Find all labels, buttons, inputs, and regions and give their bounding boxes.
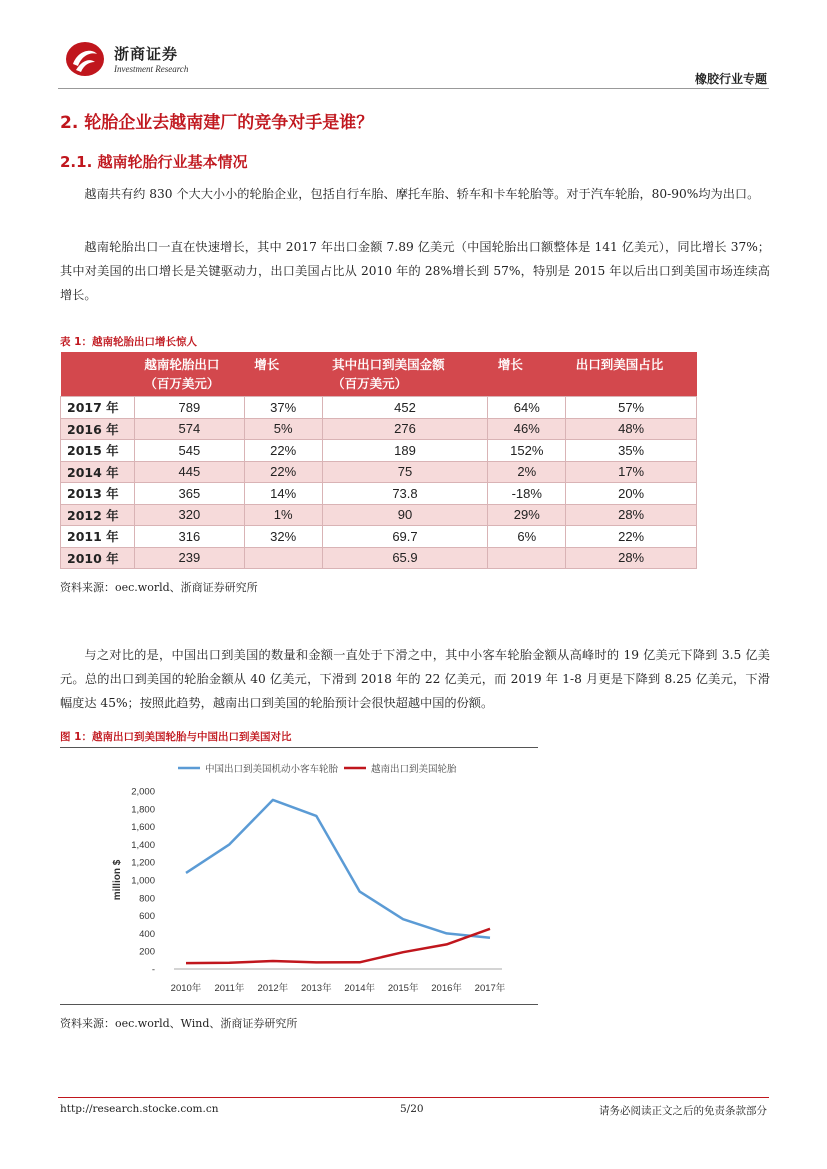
report-tag: 橡胶行业专题 <box>694 72 767 86</box>
table-cell: 574 <box>134 418 244 440</box>
table-cell: 6% <box>488 526 566 548</box>
table-cell: 365 <box>134 483 244 505</box>
table-row <box>61 547 697 569</box>
subsection-title: 2.1. 越南轮胎行业基本情况 <box>60 153 248 171</box>
y-tick-label: 1,800 <box>131 804 155 816</box>
legend-label: 中国出口到美国机动小客车轮胎 <box>205 764 339 775</box>
table-header-row <box>61 352 697 397</box>
page-number: 5/20 <box>400 1103 424 1115</box>
table-cell: 5% <box>244 418 322 440</box>
paragraph: 与之对比的是，中国出口到美国的数量和金额一直处于下滑之中，其中小客车轮胎金额从高峰时的 19 亿美元下降到 3.5 亿美元。总的出口到美国的轮胎金额从 40 亿美元，下滑到 2018 年的 22 亿美元，而 2019 年 1-8 月更是下降到 8.25 亿美元，下滑幅度达 45%；按照此趋势，越南出口到美国的轮胎预计会很快超越中国的份额。 <box>60 648 770 710</box>
legend-label: 越南出口到美国轮胎 <box>371 764 457 775</box>
table-cell: 22% <box>244 461 322 483</box>
table-cell: 28% <box>566 504 697 526</box>
table-cell: 32% <box>244 526 322 548</box>
y-tick-label: 1,400 <box>131 839 155 851</box>
header-cell: 其中出口到美国金额 （百万美元） <box>322 352 488 397</box>
figure-source: 资料来源：oec.world、Wind、浙商证券研究所 <box>60 1017 298 1030</box>
table-cell: 17% <box>566 461 697 483</box>
table-cell <box>244 547 322 569</box>
table-cell: 65.9 <box>322 547 488 569</box>
series-line <box>186 800 490 938</box>
table-row <box>61 483 697 505</box>
table-row <box>61 461 697 483</box>
table-cell: 64% <box>488 397 566 419</box>
figure-caption: 图 1：越南出口到美国轮胎与中国出口到美国对比 <box>60 731 292 743</box>
y-tick-label: 800 <box>139 893 155 905</box>
header-cell: 越南轮胎出口 （百万美元） <box>134 352 244 397</box>
y-tick-label: 200 <box>139 946 155 958</box>
x-tick-label: 2012年 <box>257 983 289 994</box>
table-cell <box>488 547 566 569</box>
table-cell: 22% <box>244 440 322 462</box>
header-cell <box>61 352 135 397</box>
table-cell: 20% <box>566 483 697 505</box>
y-tick-label: 600 <box>139 911 155 923</box>
table-cell: 73.8 <box>322 483 488 505</box>
table-cell: 46% <box>488 418 566 440</box>
table-row <box>61 504 697 526</box>
table-cell: 22% <box>566 526 697 548</box>
y-tick-label: 2,000 <box>131 786 155 798</box>
header-cell: 出口到美国占比 <box>566 352 697 397</box>
x-tick-label: 2011年 <box>214 983 245 994</box>
y-tick-label: 1,000 <box>131 875 155 887</box>
footer-divider <box>58 1097 769 1098</box>
table-cell: 1% <box>244 504 322 526</box>
table-cell: 2% <box>488 461 566 483</box>
y-tick-label: - <box>151 964 155 976</box>
y-tick-label: 1,600 <box>131 822 155 834</box>
table-cell: 545 <box>134 440 244 462</box>
table-cell: 29% <box>488 504 566 526</box>
paragraph: 越南共有约 830 个大大小小的轮胎企业，包括自行车胎、摩托车胎、轿车和卡车轮胎等。对于汽车轮胎，80-90%均为出口。 <box>84 187 760 201</box>
x-tick-label: 2010年 <box>170 983 202 994</box>
table-source: 资料来源：oec.world、浙商证券研究所 <box>60 581 258 594</box>
x-tick-label: 2013年 <box>300 983 332 994</box>
row-year: 2010 年 <box>61 547 135 569</box>
table-cell: 75 <box>322 461 488 483</box>
table-cell: 69.7 <box>322 526 488 548</box>
table-cell: 90 <box>322 504 488 526</box>
header-divider <box>58 88 769 89</box>
table-cell: 14% <box>244 483 322 505</box>
table-row <box>61 397 697 419</box>
row-year: 2016 年 <box>61 418 135 440</box>
x-tick-label: 2015年 <box>387 983 419 994</box>
table-cell: 28% <box>566 547 697 569</box>
figure-bottom-rule <box>60 1004 538 1005</box>
brand-subtitle: Investment Research <box>114 64 189 74</box>
table-cell: 37% <box>244 397 322 419</box>
company-logo <box>64 40 106 78</box>
row-year: 2017 年 <box>61 397 135 419</box>
y-tick-label: 1,200 <box>131 857 155 869</box>
table-cell: 452 <box>322 397 488 419</box>
x-tick-label: 2017年 <box>474 983 506 994</box>
y-axis-label: million $ <box>112 859 123 901</box>
table-cell: -18% <box>488 483 566 505</box>
table-cell: 239 <box>134 547 244 569</box>
table-cell: 789 <box>134 397 244 419</box>
line-chart <box>60 748 538 1003</box>
footer-disclaimer: 请务必阅读正文之后的免责条款部分 <box>599 1105 767 1117</box>
row-year: 2011 年 <box>61 526 135 548</box>
table-row <box>61 526 697 548</box>
row-year: 2012 年 <box>61 504 135 526</box>
export-table <box>60 352 697 569</box>
table-cell: 276 <box>322 418 488 440</box>
table-row <box>61 440 697 462</box>
table-cell: 445 <box>134 461 244 483</box>
brand-name: 浙商证券 <box>114 45 179 63</box>
row-year: 2014 年 <box>61 461 135 483</box>
table-cell: 189 <box>322 440 488 462</box>
table-cell: 35% <box>566 440 697 462</box>
table-cell: 152% <box>488 440 566 462</box>
table-caption: 表 1：越南轮胎出口增长惊人 <box>60 336 197 348</box>
table-cell: 320 <box>134 504 244 526</box>
x-tick-label: 2016年 <box>431 983 462 994</box>
table-row <box>61 418 697 440</box>
x-tick-label: 2014年 <box>344 983 376 994</box>
footer-url[interactable]: http://research.stocke.com.cn <box>60 1103 219 1115</box>
section-title: 2. 轮胎企业去越南建厂的竞争对手是谁？ <box>60 113 374 133</box>
table-cell: 57% <box>566 397 697 419</box>
paragraph: 越南轮胎出口一直在快速增长，其中 2017 年出口金额 7.89 亿美元（中国轮胎出口额整体是 141 亿美元），同比增长 37%；其中对美国的出口增长是关键驱动力，出口美国占比从 2010 年的 28%增长到 57%，特别是 2015 年以后出口到美国市场连续高增长。 <box>60 240 770 302</box>
header-cell: 增长 <box>244 352 322 397</box>
table-cell: 48% <box>566 418 697 440</box>
header-cell: 增长 <box>488 352 566 397</box>
row-year: 2015 年 <box>61 440 135 462</box>
table-cell: 316 <box>134 526 244 548</box>
row-year: 2013 年 <box>61 483 135 505</box>
y-tick-label: 400 <box>139 928 155 940</box>
